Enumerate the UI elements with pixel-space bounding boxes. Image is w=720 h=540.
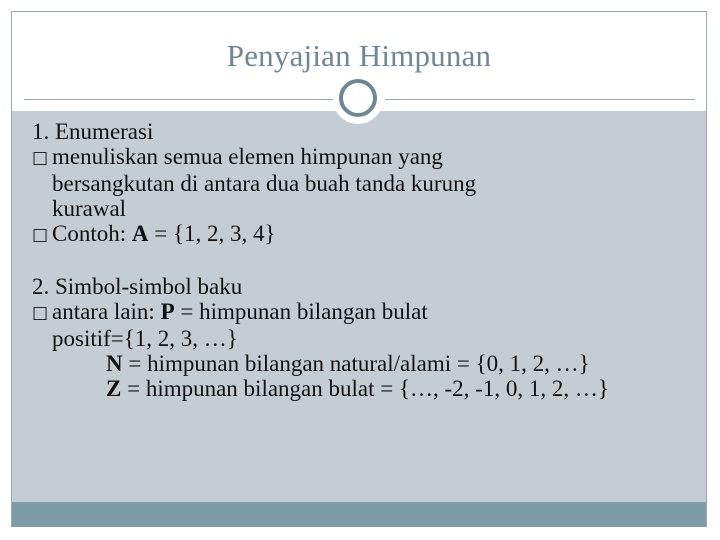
- set-description: = himpunan bilangan bulat: [174, 299, 428, 324]
- section-heading-enumerasi: 1. Enumerasi: [32, 119, 154, 144]
- section-heading-simbol: 2. Simbol-simbol baku: [32, 274, 243, 299]
- checkbox-bullet-icon: □: [32, 303, 49, 323]
- bullet-continuation: bersangkutan di antara dua buah tanda kurung: [52, 171, 477, 196]
- title-divider-right: [385, 99, 695, 100]
- checkbox-bullet-icon: □: [32, 148, 49, 168]
- set-definition-z: [32, 376, 700, 401]
- content-area: [12, 111, 706, 502]
- set-variable-a: A: [131, 221, 149, 246]
- list-item: [32, 299, 700, 326]
- bullet-prefix: antara lain:: [52, 299, 161, 324]
- set-description: = himpunan bilangan bulat = {…, -2, -1, 0, 1, 2, …}: [121, 376, 609, 401]
- example-prefix: Contoh:: [52, 221, 132, 246]
- set-variable-z: Z: [106, 376, 122, 401]
- bullet-continuation: positif={1, 2, 3, …}: [52, 326, 238, 351]
- slide-title: Penyajian Himpunan: [226, 38, 492, 73]
- set-definition-n: [32, 351, 700, 376]
- bullet-text: menuliskan semua elemen himpunan yang: [52, 144, 443, 169]
- list-item: [32, 144, 700, 171]
- title-divider-left: [24, 99, 339, 100]
- checkbox-bullet-icon: □: [32, 225, 49, 245]
- bullet-continuation: kurawal: [52, 196, 127, 221]
- list-item: [32, 221, 700, 248]
- example-set: = {1, 2, 3, 4}: [148, 221, 276, 246]
- set-description: = himpunan bilangan natural/alami = {0, 1, 2, …}: [122, 351, 590, 376]
- footer-bar: [12, 502, 706, 527]
- set-variable-n: N: [106, 351, 123, 376]
- circle-ornament-icon: [339, 79, 377, 117]
- spacer: [32, 248, 700, 274]
- set-variable-p: P: [160, 299, 175, 324]
- body-text: [32, 119, 700, 401]
- slide-frame: [11, 11, 707, 527]
